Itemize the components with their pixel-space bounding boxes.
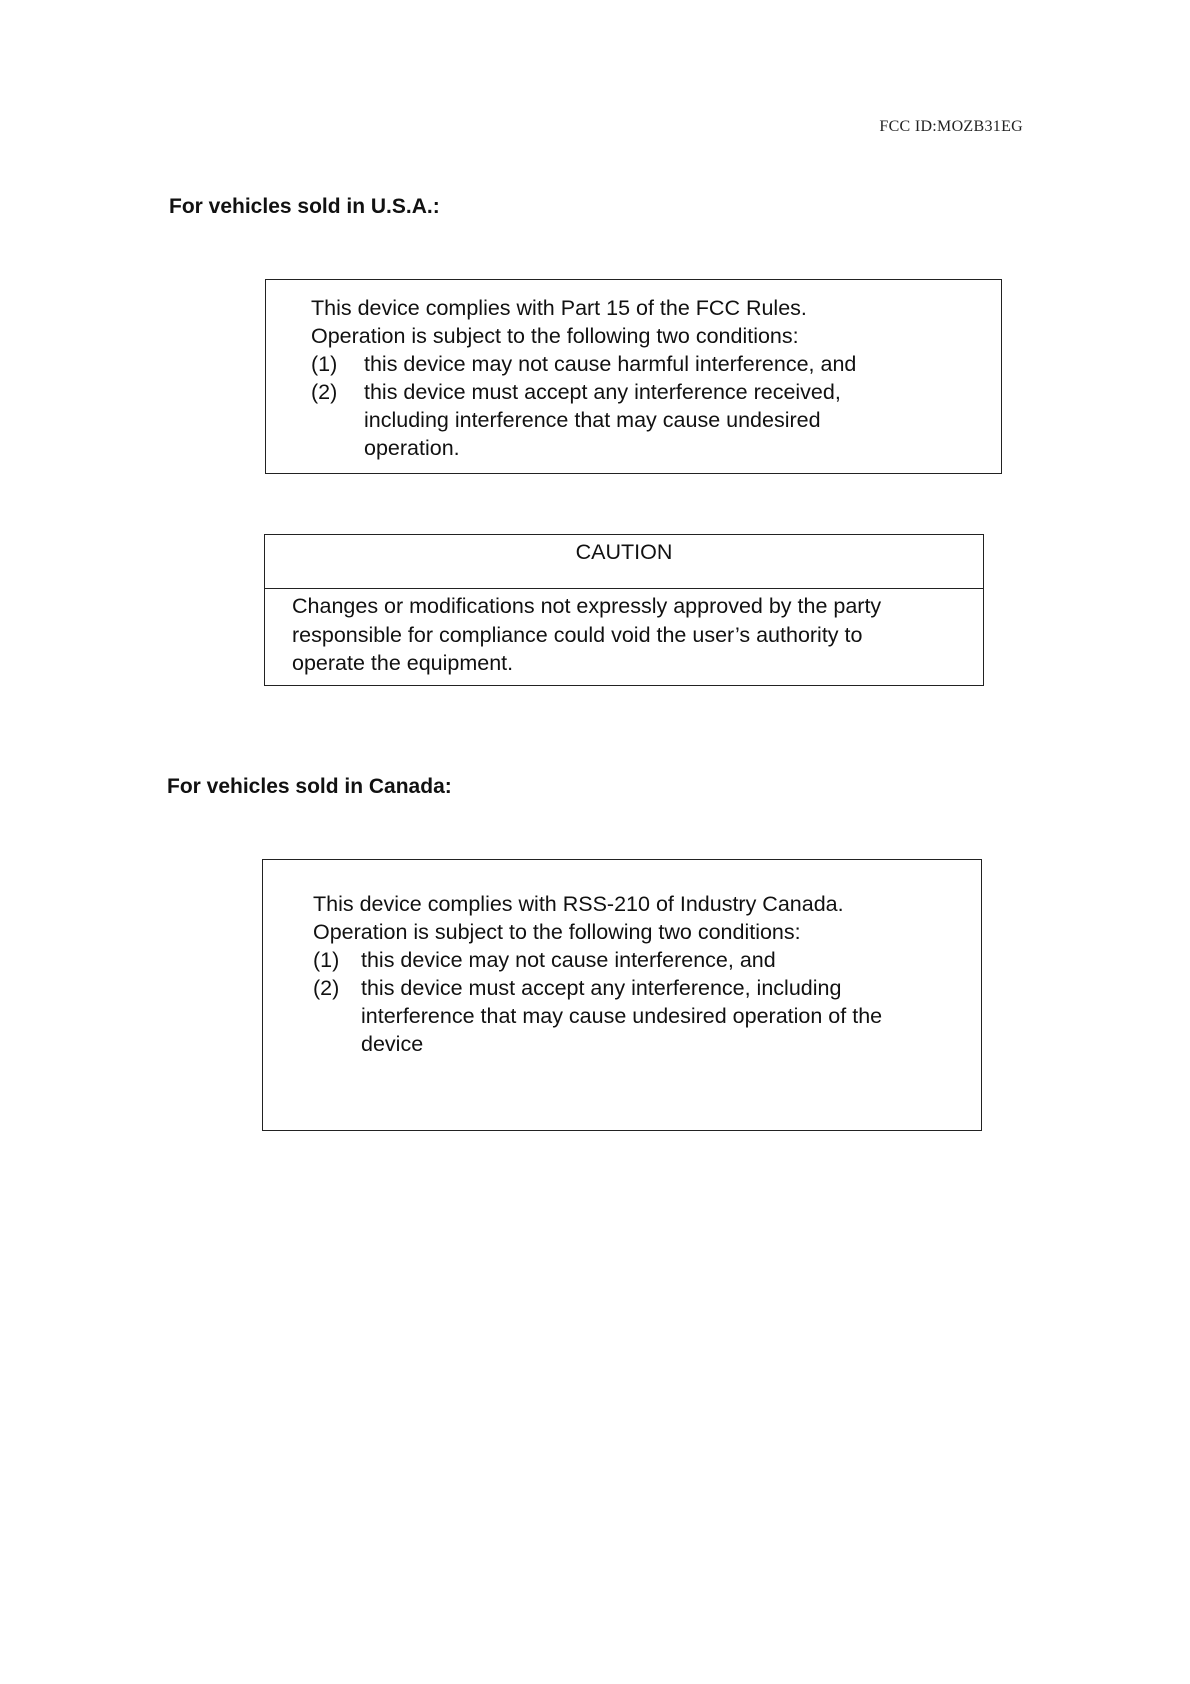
- condition-text: [364, 378, 981, 462]
- condition-text-line: this device must accept any interference, including: [361, 976, 842, 1000]
- fcc-intro-line-2: Operation is subject to the following two conditions:: [311, 324, 799, 348]
- fcc-intro-line-1: This device complies with Part 15 of the FCC Rules.: [311, 296, 807, 320]
- ic-condition-2: [313, 974, 961, 1058]
- condition-text-line: this device may not cause harmful interference, and: [364, 352, 857, 376]
- condition-text: [361, 974, 961, 1058]
- caution-title: CAUTION: [265, 535, 983, 589]
- condition-number: (2): [311, 380, 338, 404]
- usa-section-heading: For vehicles sold in U.S.A.:: [169, 195, 440, 218]
- condition-text-line: device: [361, 1032, 424, 1056]
- condition-text-line: including interference that may cause undesired: [364, 408, 821, 432]
- condition-number: (1): [311, 352, 338, 376]
- condition-text-line: this device may not cause interference, and: [361, 948, 776, 972]
- condition-number: (1): [313, 948, 340, 972]
- ic-intro-line-1: This device complies with RSS-210 of Industry Canada.: [313, 892, 844, 916]
- fcc-id-header: FCC ID:MOZB31EG: [879, 118, 1023, 135]
- caution-line: operate the equipment.: [292, 651, 514, 675]
- ic-condition-1: [313, 946, 961, 974]
- fcc-condition-1: [311, 350, 981, 378]
- condition-text: [361, 946, 961, 974]
- caution-body: [265, 589, 983, 678]
- caution-line: Changes or modifications not expressly approved by the party: [292, 594, 882, 618]
- fcc-compliance-notice: [265, 279, 1002, 474]
- canada-section-heading: For vehicles sold in Canada:: [167, 775, 452, 798]
- condition-text: [364, 350, 981, 378]
- condition-text-line: this device must accept any interference received,: [364, 380, 841, 404]
- condition-text-line: interference that may cause undesired operation of the: [361, 1004, 883, 1028]
- condition-text-line: operation.: [364, 436, 460, 460]
- industry-canada-notice: [262, 859, 982, 1131]
- condition-number: (2): [313, 976, 340, 1000]
- fcc-condition-2: [311, 378, 981, 462]
- caution-line: responsible for compliance could void the user’s authority to: [292, 622, 863, 647]
- ic-intro-line-2: Operation is subject to the following two conditions:: [313, 920, 801, 944]
- caution-notice: [264, 534, 984, 686]
